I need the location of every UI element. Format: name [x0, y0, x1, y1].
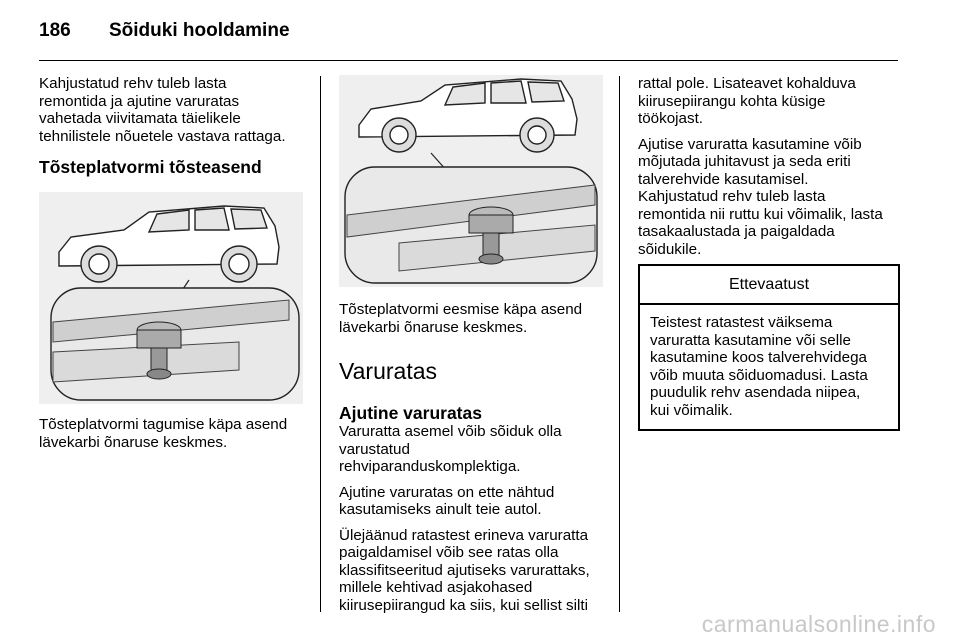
handling-paragraph: Ajutise varuratta kasutamine võib mõjutada juhitavust ja seda eriti talverehvide kasutamisel. [638, 135, 862, 188]
rear-lift-caption: Tõsteplatvormi tagumise käpa asend lävekarbi õnaruse keskmes. [39, 416, 288, 451]
watermark: carmanualsonline.info [701, 611, 936, 637]
caution-notice-box [638, 264, 900, 431]
lift-position-heading: Tõsteplatvormi tõsteasend [39, 157, 262, 177]
caution-notice-body: Teistest ratastest väiksema varuratta kasutamine või selle kasutamine koos talverehvidega võib muuta sõiduomadusi. Lasta puudulik rehv asendada niipea, kui võimalik. [650, 314, 868, 419]
spare-para-2: Ajutine varuratas on ette nähtud kasutamiseks ainult teie autol. [339, 483, 555, 518]
caution-notice-title: Ettevaatust [640, 266, 898, 305]
rear-lift-point-figure [39, 192, 303, 404]
page-title: Sõiduki hooldamine [109, 20, 290, 41]
column-3 [638, 75, 900, 431]
suv-rear-jack-illustration [39, 192, 303, 404]
section-title: Varuratas [339, 358, 438, 384]
page-number: 186 [39, 20, 71, 41]
column-divider-2 [619, 76, 620, 612]
spare-para-3: Ülejäänud ratastest erineva varuratta paigaldamisel võib see ratas olla klassifitseeritud ajutiseks varurattaks, millele kehtivad asjakohased kiirusepiirangud ka siis, kui sellist silti [339, 526, 590, 614]
column-2 [339, 75, 609, 622]
intro-paragraph: Kahjustatud rehv tuleb lasta remontida ja ajutine varuratas vahetada viivitamata täielikele tehnilistele nõuetele vastava rattaga. [39, 75, 286, 145]
front-lift-caption: Tõsteplatvormi eesmise käpa asend lävekarbi õnaruse keskmes. [339, 301, 583, 336]
suv-front-jack-illustration [339, 75, 603, 287]
subsection-title: Ajutine varuratas [339, 403, 482, 423]
page-header [39, 20, 290, 42]
front-lift-point-figure [339, 75, 603, 287]
speed-info-paragraph: rattal pole. Lisateavet kohalduva kiirusepiirangu kohta küsige töökojast. [638, 75, 856, 127]
spare-para-1: Varuratta asemel võib sõiduk olla varustatud rehviparanduskomplektiga. [339, 423, 562, 475]
repair-paragraph: Kahjustatud rehv tuleb lasta remontida nii ruttu kui võimalik, lasta tasakaalustada ja paigaldada sõidukile. [638, 188, 883, 258]
column-divider-1 [320, 76, 321, 612]
column-1 [39, 75, 307, 459]
header-rule [39, 60, 898, 61]
